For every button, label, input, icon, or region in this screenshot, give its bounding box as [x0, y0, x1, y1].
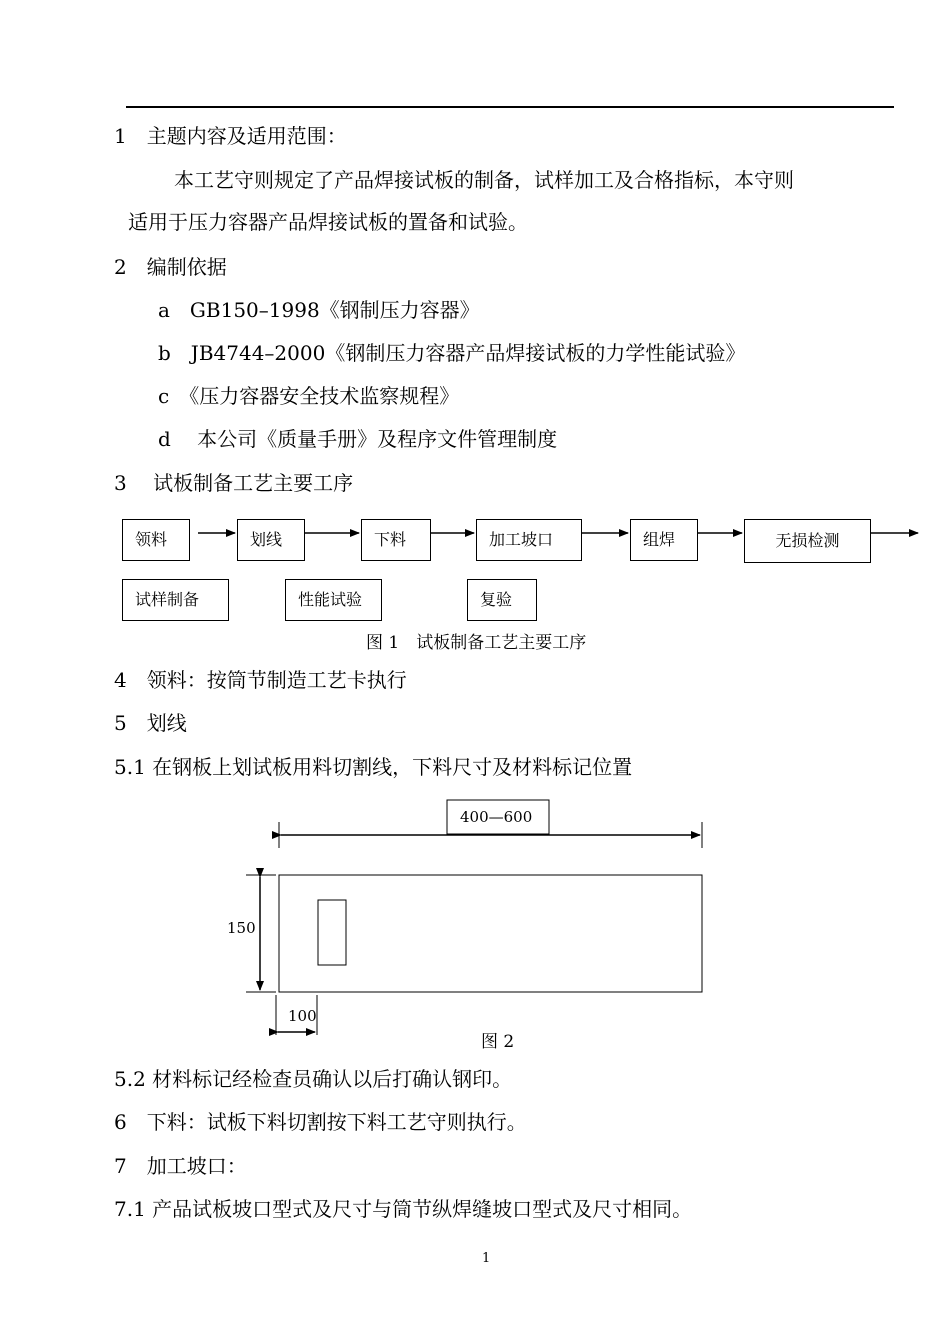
reference-c: c 《压力容器安全技术监察规程》 [158, 384, 460, 408]
width-label: 150 [227, 919, 256, 937]
offset-label: 100 [288, 1007, 317, 1025]
test-plate-outline [279, 875, 702, 992]
section-5-1: 5.1 在钢板上划试板用料切割线，下料尺寸及材料标记位置 [114, 755, 633, 779]
section-1-paragraph-line-2: 适用于压力容器产品焊接试板的置备和试验。 [128, 210, 528, 234]
flow-step-label: 下料 [374, 530, 407, 549]
material-mark-rect [318, 900, 346, 965]
flow-step-label: 无损检测 [775, 531, 840, 550]
section-1-title: 1 主题内容及适用范围： [114, 124, 347, 148]
flow-step-label: 加工坡口 [489, 530, 554, 549]
figure-1-caption: 图 1 试板制备工艺主要工序 [366, 633, 587, 653]
section-3-title: 3 试板制备工艺主要工序 [114, 471, 354, 495]
section-7-title: 7 加工坡口： [114, 1154, 247, 1178]
flow-step-label: 复验 [480, 590, 513, 609]
flow-step-label: 试样制备 [135, 590, 200, 609]
section-5-title: 5 划线 [114, 711, 187, 735]
flow-step-label: 领料 [135, 530, 168, 549]
reference-a: a GB150–1998《钢制压力容器》 [158, 298, 480, 322]
length-label: 400—600 [460, 808, 533, 826]
reference-d: d 本公司《质量手册》及程序文件管理制度 [158, 427, 558, 451]
section-6: 6 下料：试板下料切割按下料工艺守则执行。 [114, 1110, 527, 1134]
section-4: 4 领料：按筒节制造工艺卡执行 [114, 668, 407, 692]
section-5-2: 5.2 材料标记经检查员确认以后打确认钢印。 [114, 1067, 513, 1091]
page-number: 1 [482, 1251, 491, 1266]
section-1-paragraph-line-1: 本工艺守则规定了产品焊接试板的制备，试样加工及合格指标，本守则 [174, 168, 794, 192]
flow-step-label: 性能试验 [298, 590, 363, 609]
section-2-title: 2 编制依据 [114, 255, 227, 279]
section-7-1: 7.1 产品试板坡口型式及尺寸与筒节纵焊缝坡口型式及尺寸相同。 [114, 1197, 693, 1221]
figure-2-caption: 图 2 [481, 1032, 515, 1052]
flow-step-label: 划线 [250, 530, 283, 549]
reference-b: b JB4744–2000《钢制压力容器产品焊接试板的力学性能试验》 [158, 341, 746, 365]
flow-step-label: 组焊 [643, 530, 676, 549]
